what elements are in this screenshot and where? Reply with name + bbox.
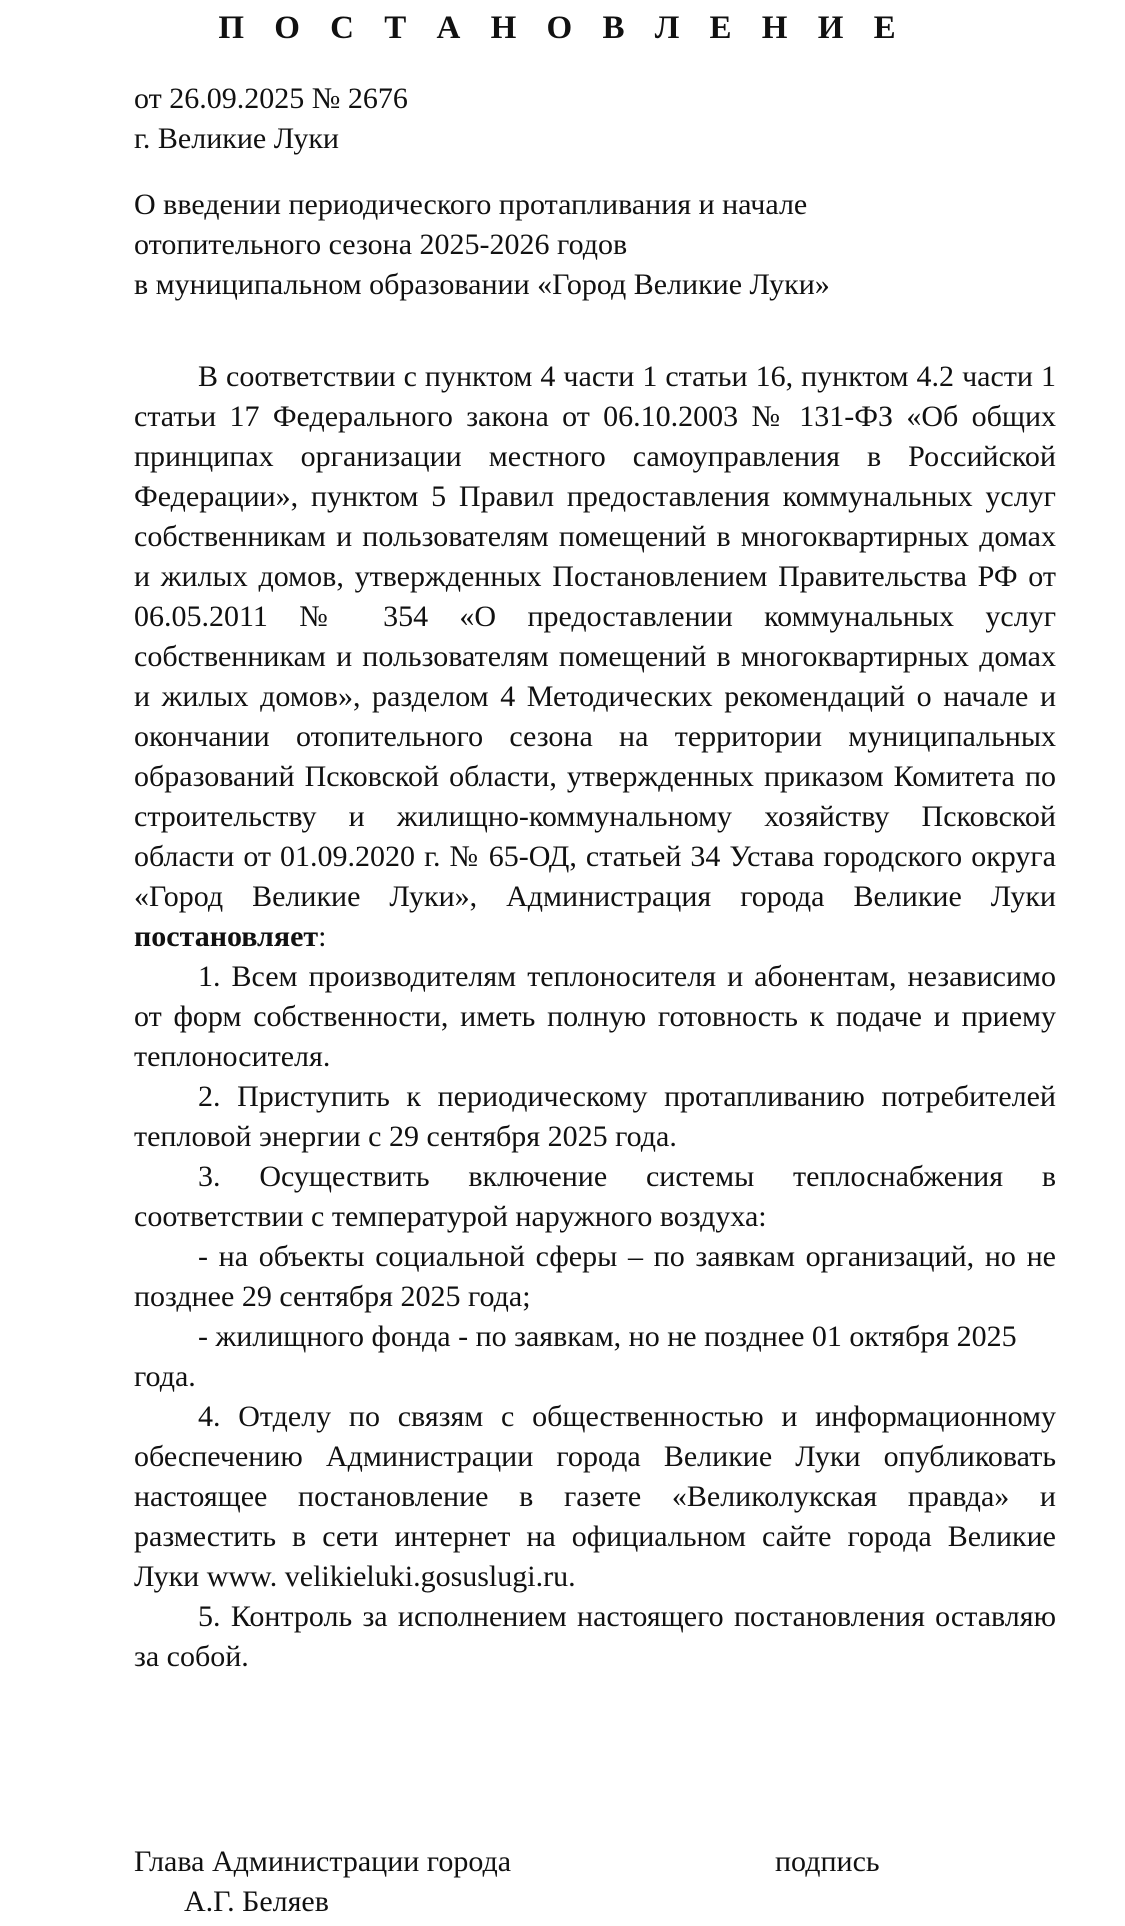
item-4: 4. Отделу по связям с общественностью и информационному обеспечению Администрации города Великие Луки опубликовать настоящее постановление в газете «Великолукская правда» и разместить в сети интернет на официальном сайте города Великие Луки www. velikieluki.gosuslugi.ru. <box>134 1400 1056 1593</box>
subject-line: в муниципальном образовании «Город Великие Луки» <box>134 268 830 301</box>
preamble-text: В соответствии с пунктом 4 части 1 статьи 16, пунктом 4.2 части 1 статьи 17 Федерального закона от 06.10.2003 № 131-ФЗ «Об общих принципах организации местного самоуправления в Российской Федерации», пунктом 5 Правил предоставления коммунальных услуг собственникам и пользователям помещений в многоквартирных домах и жилых домов, утвержденных Постановлением Правительства РФ от 06.05.2011 № 354 «О предоставлении коммунальных услуг собственникам и пользователям помещений в многоквартирных домах и жилых домов», разделом 4 Методических рекомендаций о начале и окончании отопительного сезона на территории муниципальных образований Псковской области, утвержденных приказом Комитета по строительству и жилищно-коммунальному хозяйству Псковской области от 01.09.2020 г. № 65-ОД, статьей 34 Устава городского округа «Город Великие Луки», Администрация города Великие Луки <box>134 360 1056 913</box>
signature-block <box>134 1842 1056 1922</box>
date-number: от 26.09.2025 № 2676 <box>134 82 408 115</box>
item-3: 3. Осуществить включение системы теплоснабжения в соответствии с температурой наружного воздуха: <box>134 1160 1056 1233</box>
signature-name: А.Г. Беляев <box>184 1885 329 1918</box>
item-5: 5. Контроль за исполнением настоящего постановления оставляю за собой. <box>134 1600 1056 1673</box>
preamble-paragraph <box>134 357 1056 957</box>
item-1: 1. Всем производителям теплоносителя и абонентам, независимо от форм собственности, иметь полную готовность к подаче и приему теплоносителя. <box>134 960 1056 1073</box>
item-3-sub-2: - жилищного фонда - по заявкам, но не позднее 01 октября 2025 года. <box>134 1320 1017 1393</box>
item-2: 2. Приступить к периодическому протапливанию потребителей тепловой энергии с 29 сентября 2025 года. <box>134 1080 1056 1153</box>
item-3-sub-1: - на объекты социальной сферы – по заявкам организаций, но не позднее 29 сентября 2025 года; <box>134 1240 1056 1313</box>
signature-position: Глава Администрации города <box>134 1845 512 1878</box>
preamble-end: : <box>318 920 327 953</box>
place: г. Великие Луки <box>134 122 339 155</box>
document-body <box>134 357 1056 1677</box>
subject-line: отопительного сезона 2025-2026 годов <box>134 228 628 261</box>
document-title: П О С Т А Н О В Л Е Н И Е <box>218 10 907 46</box>
preamble-bold-word: постановляет <box>134 920 319 953</box>
document-meta <box>134 79 1056 159</box>
subject-line: О введении периодического протапливания и начале <box>134 188 808 221</box>
document-subject <box>134 185 1056 305</box>
signature-mark: подпись <box>775 1845 880 1878</box>
